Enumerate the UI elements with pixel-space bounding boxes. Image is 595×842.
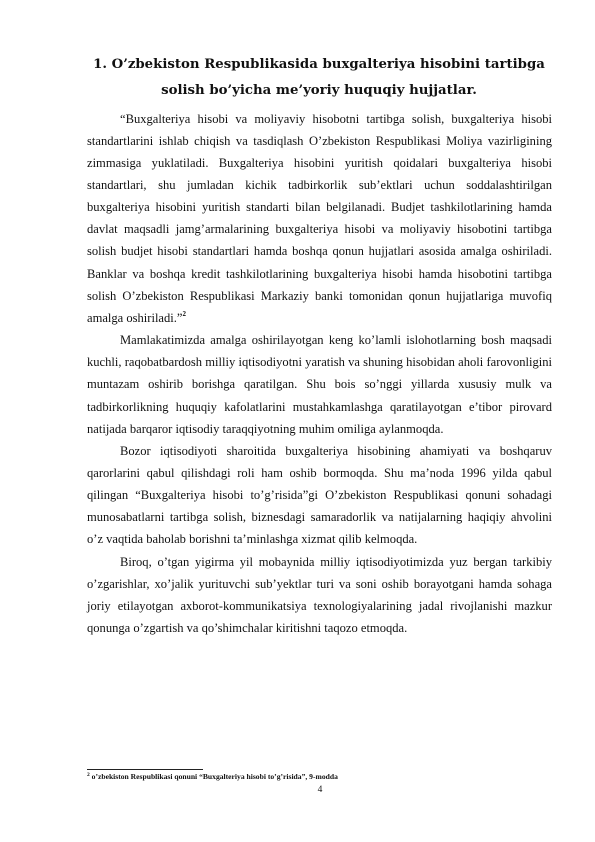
footnote-text: o’zbekiston Respublikasi qonuni “Buxgalteriya hisobi to’g’risida”, 9-modda: [91, 772, 338, 781]
section-heading: [86, 52, 552, 104]
paragraph-4-text: Biroq, o’tgan yigirma yil mobaynida milliy iqtisodiyotimizda yuz bergan tarkibiy o’zgarishlar, xo’jalik yurituvchi sub’yektlar turi va soni oshib borayotgani hamda sohaga joriy etilayotgan axborot-kommunikatsiya texnologiyalarining jadal rivojlanishi mazkur qonunga o’zgartish va qo’shimchalar kiritishni taqozo etmoqda.: [87, 554, 552, 636]
paragraph-3-text: Bozor iqtisodiyoti sharoitida buxgalteriya hisobining ahamiyati va boshqaruv qarorlarini qabul qilishdagi roli ham oshib bormoqda. Shu ma’noda 1996 yilda qabul qilingan “Buxgalteriya hisobi to’g’risida”gi O’zbekiston Respublikasi qonuni sohadagi munosabatlarni tartibga solish, biznesdagi samaradorlik va natijalarning haqiqiy ahvolini o’z vaqtida baholab borishni ta’minlashga xizmat qilib kelmoqda.: [87, 443, 552, 547]
section-number: 1.: [93, 57, 107, 72]
body-text: [87, 108, 552, 640]
paragraph-4: [87, 551, 552, 640]
paragraph-1: [87, 108, 552, 330]
footnote-reference: 2: [182, 309, 186, 318]
footnote: [87, 772, 552, 782]
paragraph-2-text: Mamlakatimizda amalga oshirilayotgan keng ko’lamli islohotlarning bosh maqsadi kuchli, raqobatbardosh milliy iqtisodiyotni yaratish va shuning hisobidan aholi farovonligini muntazam oshirib borishga qaratilgan. Shu bois so’nggi yillarda xususiy mulk va tadbirkorlikning huquqiy kafolatlarini mustahkamlashga qaratilayotgan e’tibor pirovard natijada barqaror iqtisodiy taraqqiyotning muhim omiliga aylanmoqda.: [87, 333, 552, 436]
paragraph-2: [87, 329, 552, 440]
section-title: O’zbekiston Respublikasida buxgalteriya hisobini tartibga solish bo’yicha me’yoriy huquqiy hujjatlar.: [111, 57, 545, 98]
paragraph-3: [87, 440, 552, 551]
footnote-divider: [87, 769, 203, 770]
paragraph-1-text: “Buxgalteriya hisobi va moliyaviy hisobotni tartibga solish, buxgalteriya hisobi standartlarini ishlab chiqish va tasdiqlash O’zbekiston Respublikasi Moliya vazirligining zimmasiga yuklatiladi. Buxgalteriya hisobini yuritish qoidalari buxgalteriya hisobi standartlari, shu jumladan kichik tadbirkorlik sub’ektlari uchun soddalashtirilgan buxgalteriya hisobini yuritish standarti bilan belgilanadi. Budjet tashkilotlarining hamda davlat maqsadli jamg’armalarining buxgalteriya hisobi va moliyaviy hisobotini tartibga solish budjet hisobi standartlari hamda boshqa qonun hujjatlari asosida amalga oshiriladi. Banklar va boshqa kredit tashkilotlarining buxgalteriya hisobi hamda hisobotini tartibga solish O’zbekiston Respublikasi Markaziy banki tomonidan qonun hujjatlariga muvofiq amalga oshiriladi.”: [87, 111, 552, 325]
page-number: 4: [317, 785, 323, 795]
footnote-marker: 2: [87, 772, 90, 778]
